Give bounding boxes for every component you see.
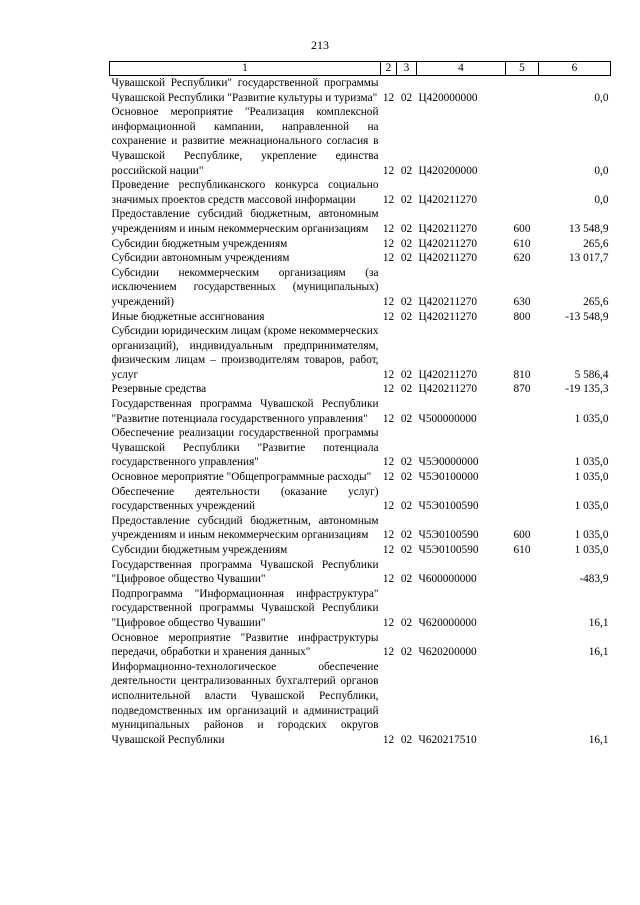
- row-amount: 16,1: [588, 733, 609, 746]
- row-target-article: Ц420211270: [418, 222, 478, 235]
- table-row: [110, 558, 611, 587]
- row-target-article: Ц420211270: [418, 295, 478, 308]
- row-target-article: Ч5Э0000000: [418, 456, 479, 469]
- row-subsection: 02: [400, 252, 413, 265]
- row-expense-type: [506, 397, 539, 426]
- row-name: Информационно-технологическое обеспечение деятельности централизованных бухгалтерий органов исполнительной власти Чувашской Республики, подведомственных им организаций и администраций муниципальных районов и городских округов Чувашской Республики: [111, 660, 379, 746]
- row-amount: 0,0: [594, 91, 609, 104]
- row-target-article: Ч620000000: [418, 616, 477, 629]
- row-subsection: 02: [400, 310, 413, 323]
- row-name: Предоставление субсидий бюджетным, автономным учреждениям и иным некоммерческим организациям: [111, 208, 379, 235]
- row-amount: 1 035,0: [574, 412, 609, 425]
- row-name: Основное мероприятие "Реализация комплексной информационной кампании, направленной на сохранение и развитие межнационального согласия в Чувашской Республике, укрепление единства российской нации": [111, 106, 379, 177]
- table-row: [110, 251, 611, 266]
- row-target-article: Ц420211270: [418, 383, 478, 396]
- row-expense-type: [506, 558, 539, 587]
- row-target-article: Ч5Э0100590: [418, 544, 479, 556]
- table-row: [110, 397, 611, 426]
- row-name: Резервные средства: [111, 383, 207, 396]
- row-name: Обеспечение реализации государственной программы Чувашской Республики "Развитие потенциала государственного управления": [111, 427, 379, 469]
- row-amount: 16,1: [588, 646, 609, 659]
- row-expense-type: 610: [513, 237, 531, 250]
- row-target-article: Ч500000000: [418, 412, 477, 425]
- row-section: 12: [382, 456, 395, 469]
- row-section: 12: [382, 222, 395, 235]
- row-name: Основное мероприятие "Общепрограммные расходы": [111, 471, 372, 484]
- table-row: [110, 543, 611, 558]
- row-subsection: 02: [400, 368, 413, 381]
- row-subsection: 02: [400, 456, 413, 469]
- row-amount: -19 135,3: [565, 383, 609, 396]
- row-expense-type: [506, 485, 539, 514]
- row-name: Чувашской Республики" государственной программы Чувашской Республики "Развитие культуры и туризма": [111, 77, 379, 104]
- row-target-article: Ч5Э0100000: [418, 471, 479, 484]
- row-section: 12: [382, 529, 395, 542]
- row-subsection: 02: [400, 91, 413, 104]
- row-subsection: 02: [400, 646, 413, 659]
- row-section: 12: [382, 471, 395, 484]
- row-subsection: 02: [400, 529, 413, 542]
- row-subsection: 02: [400, 471, 413, 484]
- table-row: [110, 266, 611, 310]
- row-section: 12: [382, 573, 395, 586]
- budget-table: [109, 61, 611, 747]
- row-name: Предоставление субсидий бюджетным, автономным учреждениям и иным некоммерческим организациям: [111, 514, 379, 542]
- row-section: 12: [382, 310, 395, 323]
- row-subsection: 02: [400, 412, 413, 425]
- row-target-article: Ц420200000: [418, 164, 478, 177]
- row-name: Субсидии бюджетным учреждениям: [111, 237, 288, 250]
- row-expense-type: [506, 660, 539, 748]
- table-row: [110, 237, 611, 252]
- row-expense-type: [506, 470, 539, 485]
- table-row: [110, 587, 611, 631]
- row-subsection: 02: [400, 193, 413, 206]
- column-header-1: 1: [110, 62, 381, 76]
- row-expense-type: 630: [513, 295, 531, 308]
- row-subsection: 02: [400, 573, 413, 586]
- row-section: 12: [382, 164, 395, 177]
- row-section: 12: [382, 646, 395, 659]
- row-target-article: Ц420211270: [418, 368, 478, 381]
- row-name: Проведение республиканского конкурса социально значимых проектов средств массовой информации: [111, 179, 379, 206]
- row-expense-type: [506, 631, 539, 660]
- row-section: 12: [382, 295, 395, 308]
- row-expense-type: [506, 178, 539, 207]
- row-amount: 1 035,0: [574, 471, 609, 484]
- row-amount: 1 035,0: [574, 500, 609, 513]
- row-name: Субсидии автономным учреждениям: [111, 252, 290, 265]
- row-target-article: Ц420211270: [418, 310, 478, 323]
- column-header-2: 2: [381, 62, 397, 76]
- row-target-article: Ч620200000: [418, 646, 477, 659]
- column-header-6: 6: [539, 62, 611, 76]
- row-subsection: 02: [400, 295, 413, 308]
- row-amount: -13 548,9: [565, 310, 609, 323]
- row-section: 12: [382, 252, 395, 265]
- row-target-article: Ц420211270: [418, 252, 478, 265]
- row-expense-type: 610: [513, 544, 531, 556]
- row-subsection: 02: [400, 733, 413, 746]
- row-subsection: 02: [400, 164, 413, 177]
- row-expense-type: [506, 105, 539, 178]
- row-subsection: 02: [400, 544, 413, 556]
- row-name: Субсидии некоммерческим организациям (за исключением государственных (муниципальных) учреждений): [111, 266, 379, 308]
- row-section: 12: [382, 91, 395, 104]
- table-row: [110, 76, 611, 106]
- row-expense-type: [506, 76, 539, 106]
- table-row: [110, 310, 611, 325]
- row-name: Иные бюджетные ассигнования: [111, 310, 265, 323]
- row-amount: 1 035,0: [574, 529, 609, 542]
- row-expense-type: 620: [513, 252, 531, 265]
- row-section: 12: [382, 733, 395, 746]
- row-expense-type: 870: [513, 383, 531, 396]
- column-header-3: 3: [397, 62, 417, 76]
- row-expense-type: 600: [513, 529, 531, 542]
- row-amount: 13 548,9: [568, 222, 609, 235]
- row-section: 12: [382, 237, 395, 250]
- table-body: [110, 76, 611, 748]
- row-target-article: Ч600000000: [418, 573, 477, 586]
- table-row: [110, 514, 611, 543]
- table-row: [110, 485, 611, 514]
- row-amount: 16,1: [588, 616, 609, 629]
- row-amount: 265,6: [583, 295, 609, 308]
- row-subsection: 02: [400, 222, 413, 235]
- table-row: [110, 382, 611, 397]
- table-row: [110, 631, 611, 660]
- row-subsection: 02: [400, 616, 413, 629]
- row-name: Обеспечение деятельности (оказание услуг) государственных учреждений: [111, 485, 379, 513]
- row-expense-type: 810: [513, 368, 531, 381]
- row-expense-type: 800: [513, 310, 531, 323]
- page-number: 213: [311, 38, 329, 52]
- row-amount: 1 035,0: [574, 544, 609, 556]
- row-name: Субсидии бюджетным учреждениям: [111, 544, 288, 556]
- row-subsection: 02: [400, 383, 413, 396]
- row-section: 12: [382, 616, 395, 629]
- row-section: 12: [382, 383, 395, 396]
- row-name: Государственная программа Чувашской Республики "Развитие потенциала государственного управления": [111, 398, 379, 425]
- row-amount: 0,0: [594, 164, 609, 177]
- row-target-article: Ц420000000: [418, 91, 478, 104]
- table-row: [110, 207, 611, 236]
- table-row: [110, 324, 611, 382]
- row-amount: 0,0: [594, 193, 609, 206]
- row-target-article: Ц420211270: [418, 237, 478, 250]
- table-row: [110, 105, 611, 178]
- column-header-4: 4: [417, 62, 506, 76]
- row-target-article: Ч620217510: [418, 733, 477, 746]
- row-expense-type: [506, 426, 539, 470]
- row-section: 12: [382, 193, 395, 206]
- row-subsection: 02: [400, 500, 413, 513]
- row-name: Подпрограмма "Информационная инфраструктура" государственной программы Чувашской Республики "Цифровое общество Чувашии": [111, 587, 379, 629]
- row-amount: 13 017,7: [568, 252, 609, 265]
- row-amount: 5 586,4: [574, 368, 609, 381]
- row-target-article: Ч5Э0100590: [418, 529, 479, 542]
- column-header-5: 5: [506, 62, 539, 76]
- row-name: Основное мероприятие "Развитие инфраструктуры передачи, обработки и хранения данных": [111, 631, 379, 659]
- row-expense-type: 600: [513, 222, 531, 235]
- row-expense-type: [506, 587, 539, 631]
- table-header-row: [110, 62, 611, 76]
- row-name: Государственная программа Чувашской Республики "Цифровое общество Чувашии": [111, 558, 379, 586]
- row-section: 12: [382, 368, 395, 381]
- row-section: 12: [382, 412, 395, 425]
- row-target-article: Ч5Э0100590: [418, 500, 479, 513]
- row-amount: -483,9: [579, 573, 609, 586]
- row-amount: 265,6: [583, 237, 609, 250]
- row-target-article: Ц420211270: [418, 193, 478, 206]
- row-name: Субсидии юридическим лицам (кроме некоммерческих организаций), индивидуальным предпринимателям, физическим лицам – производителям товаров, работ, услуг: [111, 325, 379, 381]
- row-amount: 1 035,0: [574, 456, 609, 469]
- row-section: 12: [382, 500, 395, 513]
- row-section: 12: [382, 544, 395, 556]
- table-row: [110, 470, 611, 485]
- table-row: [110, 660, 611, 748]
- table-row: [110, 426, 611, 470]
- table-row: [110, 178, 611, 207]
- row-subsection: 02: [400, 237, 413, 250]
